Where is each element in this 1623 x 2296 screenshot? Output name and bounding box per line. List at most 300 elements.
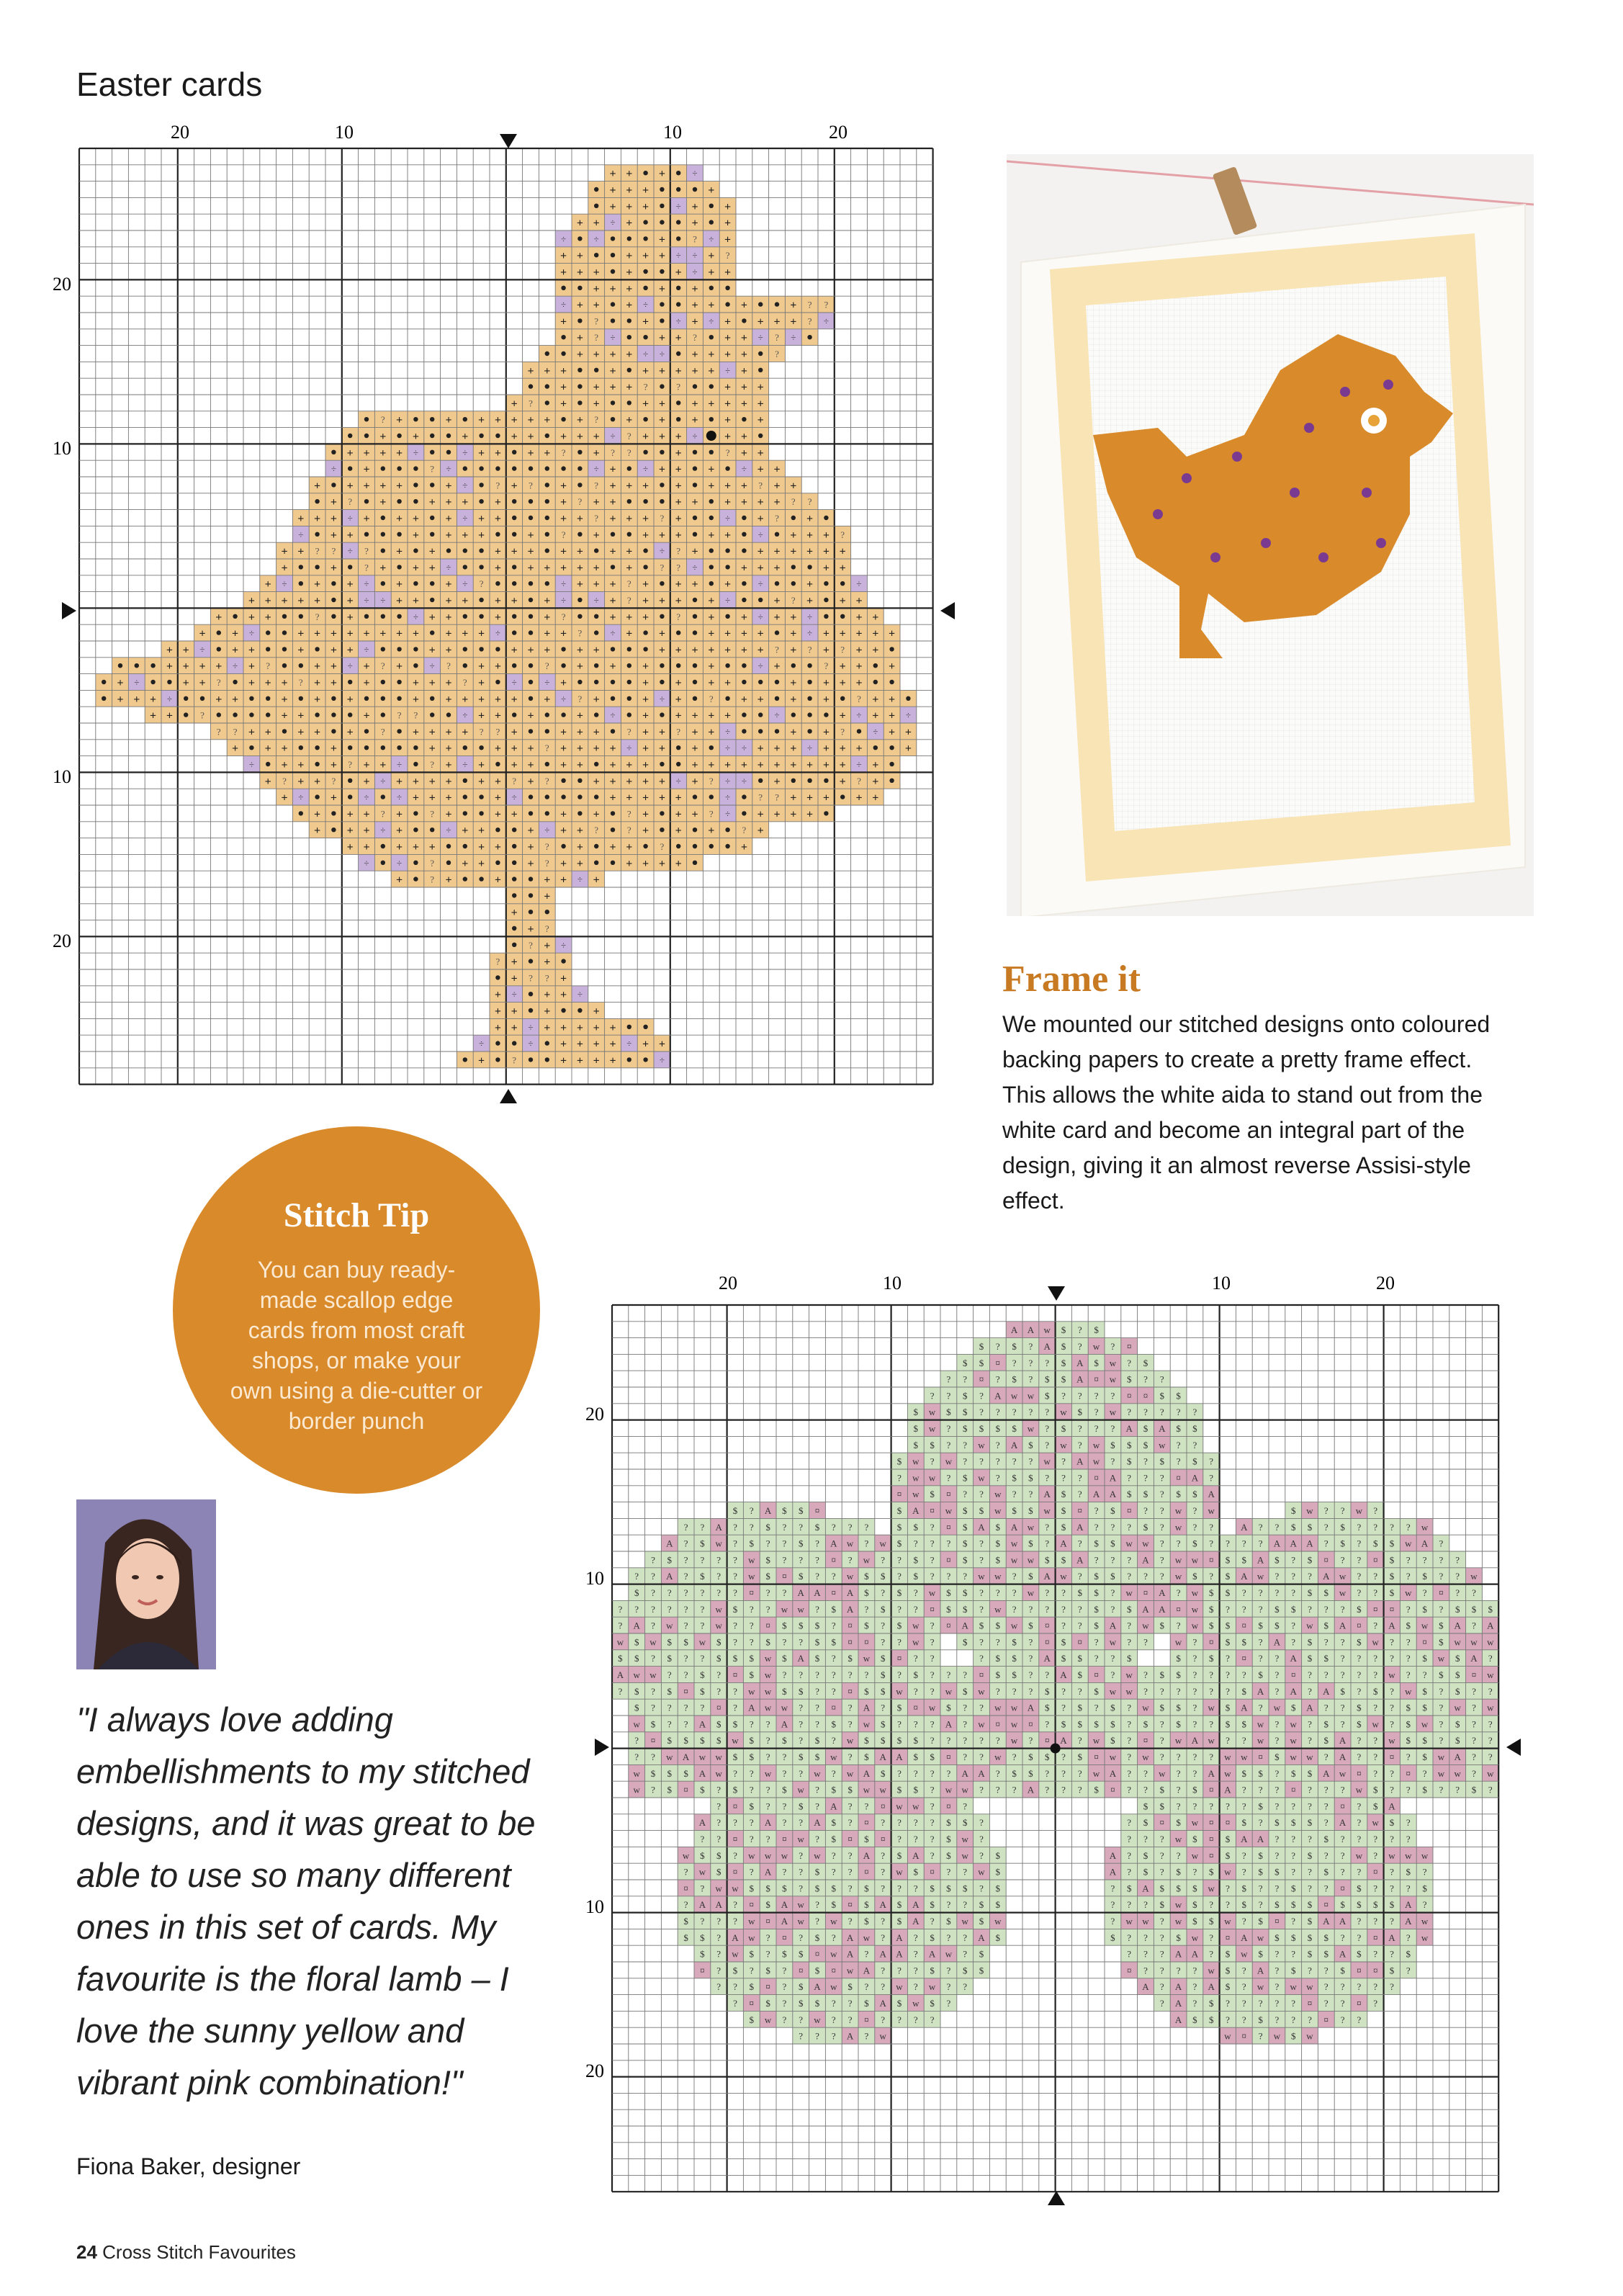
svg-text:?: ?	[995, 1407, 1000, 1418]
svg-text:+: +	[626, 349, 633, 361]
svg-text:+: +	[330, 513, 337, 525]
svg-text:÷: ÷	[282, 578, 287, 590]
svg-text:$: $	[1340, 1521, 1345, 1533]
svg-text:+: +	[658, 398, 665, 411]
svg-text:$: $	[1258, 1620, 1263, 1631]
svg-text:+: +	[445, 743, 452, 755]
svg-text:$: $	[1012, 1373, 1017, 1385]
svg-text:$: $	[1422, 1603, 1427, 1615]
svg-text:+: +	[281, 743, 288, 755]
svg-text:+: +	[724, 233, 732, 246]
svg-text:+: +	[494, 989, 501, 1002]
svg-text:A: A	[912, 1505, 920, 1516]
svg-text:?: ?	[430, 808, 435, 820]
svg-text:?: ?	[380, 414, 385, 426]
svg-text:?: ?	[782, 1587, 787, 1598]
svg-text:+: +	[740, 480, 747, 493]
svg-text:¤: ¤	[1372, 1554, 1378, 1566]
svg-text:?: ?	[700, 1554, 705, 1566]
svg-text:+: +	[527, 431, 534, 443]
svg-text:+: +	[724, 644, 732, 657]
svg-text:?: ?	[1159, 1407, 1164, 1418]
svg-text:?: ?	[1028, 1373, 1033, 1385]
svg-text:+: +	[182, 677, 189, 689]
svg-text:+: +	[724, 496, 732, 509]
svg-text:+: +	[346, 808, 354, 821]
svg-text:w: w	[1125, 1538, 1133, 1549]
svg-text:+: +	[462, 496, 469, 509]
svg-text:+: +	[133, 693, 140, 706]
svg-text:+: +	[773, 808, 781, 821]
svg-text:+: +	[691, 217, 698, 230]
svg-text:$: $	[1357, 1603, 1362, 1615]
svg-text:?: ?	[1291, 1620, 1296, 1631]
svg-text:?: ?	[1127, 1620, 1132, 1631]
svg-text:?: ?	[831, 1521, 836, 1533]
svg-text:+: +	[626, 759, 633, 771]
svg-text:+: +	[773, 562, 781, 575]
svg-text:+: +	[297, 595, 305, 607]
svg-text:?: ?	[1077, 1620, 1082, 1631]
svg-text:÷: ÷	[856, 709, 862, 721]
svg-text:+: +	[593, 529, 600, 542]
svg-text:+: +	[872, 709, 879, 722]
svg-text:$: $	[979, 1423, 984, 1434]
svg-text:$: $	[1241, 1554, 1247, 1566]
svg-text:?: ?	[995, 1472, 1000, 1484]
svg-text:w: w	[994, 1489, 1002, 1500]
svg-text:+: +	[248, 644, 255, 657]
svg-text:$: $	[1126, 1373, 1132, 1385]
svg-text:?: ?	[1045, 1587, 1050, 1598]
svg-text:A: A	[1290, 1538, 1297, 1549]
svg-text:w: w	[1092, 1456, 1100, 1467]
svg-text:+: +	[396, 545, 403, 558]
svg-text:$: $	[765, 1554, 770, 1566]
svg-text:?: ?	[1012, 1407, 1017, 1418]
svg-text:?: ?	[544, 923, 549, 934]
svg-text:÷: ÷	[725, 364, 731, 376]
svg-text:?: ?	[561, 611, 566, 622]
svg-text:+: +	[117, 677, 124, 689]
svg-text:+: +	[724, 431, 732, 443]
svg-text:w: w	[1142, 1620, 1149, 1631]
svg-text:?: ?	[963, 1571, 968, 1582]
svg-text:+: +	[445, 726, 452, 739]
svg-text:+: +	[708, 529, 715, 542]
svg-text:?: ?	[733, 1521, 737, 1533]
svg-text:+: +	[642, 775, 649, 788]
svg-text:?: ?	[716, 1554, 721, 1566]
svg-text:?: ?	[618, 1620, 623, 1631]
svg-text:?: ?	[897, 1603, 902, 1615]
svg-text:$: $	[930, 1489, 935, 1500]
svg-text:?: ?	[1143, 1456, 1148, 1467]
svg-text:+: +	[166, 660, 173, 673]
svg-text:+: +	[544, 939, 551, 952]
svg-text:+: +	[150, 693, 157, 706]
svg-text:?: ?	[824, 299, 829, 310]
svg-text:?: ?	[1373, 1571, 1378, 1582]
svg-text:+: +	[576, 513, 583, 525]
svg-text:+: +	[626, 627, 633, 640]
svg-text:?: ?	[643, 381, 648, 393]
svg-text:+: +	[658, 726, 665, 739]
svg-text:$: $	[1143, 1489, 1148, 1500]
svg-text:$: $	[1126, 1439, 1132, 1450]
svg-text:+: +	[593, 398, 600, 411]
svg-text:+: +	[626, 857, 633, 870]
svg-text:A: A	[1109, 1489, 1117, 1500]
svg-text:+: +	[790, 693, 797, 706]
svg-text:+: +	[658, 1038, 665, 1051]
svg-text:÷: ÷	[364, 644, 369, 655]
svg-text:$: $	[864, 1571, 869, 1582]
svg-text:+: +	[412, 627, 419, 640]
svg-text:?: ?	[840, 529, 845, 540]
svg-text:?: ?	[634, 1603, 639, 1615]
svg-text:+: +	[511, 480, 518, 493]
svg-text:+: +	[658, 627, 665, 640]
svg-text:?: ?	[716, 1587, 721, 1598]
svg-text:w: w	[1010, 1554, 1018, 1566]
svg-text:÷: ÷	[462, 709, 468, 721]
svg-text:+: +	[593, 1021, 600, 1034]
svg-text:+: +	[330, 677, 337, 689]
svg-text:+: +	[757, 693, 764, 706]
svg-text:w: w	[715, 1620, 722, 1631]
svg-text:+: +	[346, 611, 354, 624]
svg-text:?: ?	[775, 792, 779, 803]
svg-text:+: +	[297, 545, 305, 558]
svg-text:?: ?	[1176, 1620, 1181, 1631]
svg-text:+: +	[593, 217, 600, 230]
svg-text:÷: ÷	[659, 693, 665, 704]
svg-text:+: +	[396, 414, 403, 427]
svg-text:÷: ÷	[675, 775, 681, 786]
chick-top-label-4: 20	[829, 122, 848, 143]
svg-text:?: ?	[479, 578, 484, 590]
svg-text:?: ?	[1045, 1407, 1050, 1418]
svg-text:?: ?	[594, 825, 599, 836]
svg-text:A: A	[1191, 1472, 1199, 1484]
svg-text:$: $	[1044, 1373, 1050, 1385]
svg-text:$: $	[1225, 1571, 1231, 1582]
svg-text:+: +	[609, 743, 616, 755]
svg-text:A: A	[1306, 1538, 1313, 1549]
svg-text:+: +	[314, 660, 321, 673]
svg-text:+: +	[363, 808, 370, 821]
svg-text:+: +	[445, 595, 452, 607]
svg-text:+: +	[412, 562, 419, 575]
svg-text:$: $	[962, 1603, 968, 1615]
svg-text:+: +	[363, 709, 370, 722]
svg-text:+: +	[609, 282, 616, 295]
svg-text:¤: ¤	[1126, 1390, 1132, 1402]
svg-text:$: $	[1094, 1357, 1099, 1368]
svg-text:+: +	[478, 825, 485, 838]
svg-text:?: ?	[881, 1587, 886, 1598]
svg-text:+: +	[904, 743, 912, 755]
svg-text:+: +	[346, 595, 354, 607]
svg-text:$: $	[1110, 1571, 1115, 1582]
svg-text:?: ?	[857, 693, 861, 704]
svg-text:A: A	[1043, 1489, 1051, 1500]
svg-text:+: +	[379, 627, 387, 640]
svg-text:?: ?	[676, 545, 681, 557]
svg-text:÷: ÷	[462, 447, 468, 458]
svg-text:w: w	[912, 1456, 920, 1467]
svg-text:+: +	[593, 562, 600, 575]
svg-text:?: ?	[1340, 1603, 1345, 1615]
svg-text:÷: ÷	[905, 709, 911, 721]
svg-text:+: +	[626, 545, 633, 558]
svg-text:+: +	[642, 792, 649, 804]
svg-text:?: ?	[709, 693, 714, 704]
svg-text:?: ?	[667, 1587, 672, 1598]
svg-text:+: +	[544, 364, 551, 377]
svg-text:+: +	[560, 874, 567, 887]
svg-text:+: +	[691, 726, 698, 739]
svg-text:+: +	[560, 1038, 567, 1051]
svg-text:÷: ÷	[725, 775, 731, 786]
svg-text:+: +	[593, 266, 600, 279]
svg-text:$: $	[1012, 1423, 1017, 1434]
svg-text:+: +	[330, 792, 337, 804]
svg-text:+: +	[478, 414, 485, 427]
svg-text:?: ?	[1077, 1390, 1082, 1402]
svg-text:+: +	[428, 726, 436, 739]
svg-text:?: ?	[1455, 1554, 1460, 1566]
svg-text:+: +	[790, 726, 797, 739]
flower-top-label-3: 10	[1212, 1273, 1231, 1293]
svg-text:+: +	[576, 349, 583, 361]
svg-text:?: ?	[331, 545, 336, 557]
svg-text:?: ?	[1472, 1587, 1476, 1598]
svg-text:$: $	[1094, 1538, 1099, 1549]
svg-text:A: A	[846, 1603, 854, 1615]
svg-text:w: w	[1027, 1390, 1035, 1402]
svg-text:w: w	[1355, 1505, 1363, 1516]
svg-text:+: +	[445, 480, 452, 493]
chick-left-label-3: 10	[53, 766, 71, 787]
svg-text:$: $	[1061, 1341, 1066, 1352]
flower-left-label-1: 20	[585, 1404, 604, 1425]
svg-text:+: +	[494, 595, 501, 607]
svg-text:+: +	[593, 874, 600, 887]
svg-text:$: $	[1208, 1603, 1214, 1615]
svg-text:+: +	[593, 496, 600, 509]
svg-text:A: A	[1043, 1571, 1051, 1582]
svg-text:?: ?	[995, 1456, 1000, 1467]
svg-text:?: ?	[1077, 1603, 1082, 1615]
svg-text:A: A	[633, 1620, 640, 1631]
svg-text:?: ?	[1159, 1505, 1164, 1516]
svg-text:w: w	[1060, 1439, 1067, 1450]
svg-text:?: ?	[693, 332, 697, 344]
svg-text:w: w	[1208, 1505, 1215, 1516]
svg-text:+: +	[445, 611, 452, 624]
svg-text:+: +	[445, 627, 452, 640]
svg-text:?: ?	[963, 1439, 968, 1450]
svg-text:+: +	[445, 775, 452, 788]
svg-text:+: +	[691, 299, 698, 312]
svg-text:+: +	[478, 775, 485, 788]
svg-text:+: +	[232, 644, 239, 657]
svg-text:+: +	[626, 299, 633, 312]
svg-text:$: $	[1159, 1456, 1165, 1467]
svg-text:+: +	[658, 529, 665, 542]
svg-text:+: +	[691, 349, 698, 361]
svg-text:?: ?	[824, 660, 829, 672]
svg-text:w: w	[1174, 1554, 1182, 1566]
svg-text:+: +	[757, 496, 764, 509]
svg-text:?: ?	[1143, 1407, 1148, 1418]
svg-text:+: +	[412, 726, 419, 739]
svg-text:?: ?	[1159, 1521, 1164, 1533]
svg-text:+: +	[642, 743, 649, 755]
svg-text:+: +	[330, 743, 337, 755]
svg-text:+: +	[264, 726, 271, 739]
svg-text:+: +	[609, 841, 616, 853]
svg-text:$: $	[1176, 1423, 1181, 1434]
svg-text:w: w	[748, 1554, 755, 1566]
svg-text:+: +	[642, 578, 649, 591]
svg-text:+: +	[889, 726, 896, 739]
svg-text:?: ?	[1258, 1521, 1263, 1533]
svg-text:A: A	[1241, 1521, 1248, 1533]
svg-text:¤: ¤	[995, 1357, 1001, 1368]
svg-text:÷: ÷	[511, 792, 517, 803]
svg-text:+: +	[658, 414, 665, 427]
svg-text:+: +	[872, 611, 879, 624]
svg-text:÷: ÷	[774, 709, 780, 721]
svg-text:+: +	[708, 660, 715, 673]
svg-text:+: +	[412, 595, 419, 607]
svg-text:+: +	[675, 496, 682, 509]
svg-text:$: $	[1176, 1489, 1181, 1500]
svg-text:+: +	[757, 463, 764, 476]
svg-text:+: +	[790, 611, 797, 624]
svg-text:?: ?	[1406, 1554, 1411, 1566]
svg-text:÷: ÷	[528, 1038, 534, 1049]
svg-text:$: $	[962, 1521, 968, 1533]
svg-text:?: ?	[1045, 1423, 1050, 1434]
svg-text:+: +	[281, 595, 288, 607]
svg-text:+: +	[248, 677, 255, 689]
svg-text:+: +	[363, 759, 370, 771]
svg-text:+: +	[330, 660, 337, 673]
svg-text:+: +	[478, 759, 485, 771]
svg-text:+: +	[642, 693, 649, 706]
svg-text:?: ?	[1061, 1456, 1066, 1467]
svg-text:+: +	[445, 644, 452, 657]
svg-text:?: ?	[364, 562, 369, 573]
svg-text:+: +	[724, 677, 732, 689]
svg-text:?: ?	[1192, 1439, 1197, 1450]
svg-text:+: +	[724, 381, 732, 394]
svg-text:+: +	[396, 660, 403, 673]
svg-text:+: +	[428, 743, 436, 755]
svg-text:A: A	[1159, 1587, 1166, 1598]
svg-text:÷: ÷	[561, 693, 567, 704]
flower-center-arrow-bottom	[1048, 2191, 1065, 2205]
svg-text:+: +	[822, 529, 830, 542]
svg-text:?: ?	[782, 1521, 787, 1533]
flower-left-label-3: 10	[585, 1896, 604, 1917]
svg-text:+: +	[379, 480, 387, 493]
svg-text:?: ?	[1110, 1554, 1115, 1566]
svg-text:+: +	[822, 726, 830, 739]
svg-text:?: ?	[683, 1521, 688, 1533]
svg-text:+: +	[708, 709, 715, 722]
svg-text:?: ?	[946, 1538, 951, 1549]
svg-text:÷: ÷	[134, 677, 140, 688]
svg-text:+: +	[396, 480, 403, 493]
svg-text:?: ?	[1291, 1587, 1296, 1598]
svg-text:+: +	[232, 627, 239, 640]
svg-text:?: ?	[594, 513, 599, 524]
svg-text:?: ?	[266, 660, 271, 672]
svg-text:+: +	[806, 595, 814, 607]
svg-text:+: +	[675, 595, 682, 607]
svg-text:+: +	[445, 529, 452, 542]
svg-text:+: +	[346, 644, 354, 657]
svg-text:?: ?	[758, 480, 763, 491]
svg-text:w: w	[978, 1571, 985, 1582]
svg-text:+: +	[658, 775, 665, 788]
svg-text:w: w	[1027, 1554, 1035, 1566]
svg-text:+: +	[757, 315, 764, 328]
svg-text:÷: ÷	[725, 743, 731, 754]
svg-text:+: +	[889, 627, 896, 640]
svg-text:$: $	[1192, 1538, 1197, 1549]
svg-text:$: $	[995, 1423, 1001, 1434]
svg-text:+: +	[281, 562, 288, 575]
svg-text:÷: ÷	[692, 168, 698, 179]
svg-text:?: ?	[1159, 1554, 1164, 1566]
svg-text:?: ?	[897, 1472, 902, 1484]
svg-text:+: +	[609, 1038, 616, 1051]
svg-text:+: +	[675, 677, 682, 689]
svg-text:+: +	[626, 841, 633, 853]
svg-text:+: +	[708, 825, 715, 838]
svg-text:+: +	[494, 447, 501, 459]
svg-text:+: +	[576, 1054, 583, 1067]
svg-text:+: +	[527, 709, 534, 722]
svg-text:+: +	[248, 595, 255, 607]
svg-text:?: ?	[626, 431, 631, 441]
svg-text:+: +	[609, 611, 616, 624]
svg-text:÷: ÷	[380, 775, 386, 786]
svg-text:+: +	[708, 627, 715, 640]
svg-text:?: ?	[815, 1571, 819, 1582]
svg-text:+: +	[330, 627, 337, 640]
svg-text:$: $	[1307, 1521, 1313, 1533]
svg-text:+: +	[511, 1005, 518, 1018]
svg-text:?: ?	[1012, 1456, 1017, 1467]
svg-text:+: +	[593, 1038, 600, 1051]
svg-text:?: ?	[430, 759, 435, 770]
svg-text:A: A	[666, 1538, 673, 1549]
svg-text:$: $	[1061, 1489, 1066, 1500]
svg-text:$: $	[896, 1521, 902, 1533]
svg-text:?: ?	[995, 1587, 1000, 1598]
svg-text:+: +	[872, 759, 879, 771]
svg-text:?: ?	[577, 496, 583, 508]
svg-text:?: ?	[946, 1390, 951, 1402]
svg-text:+: +	[740, 841, 747, 853]
